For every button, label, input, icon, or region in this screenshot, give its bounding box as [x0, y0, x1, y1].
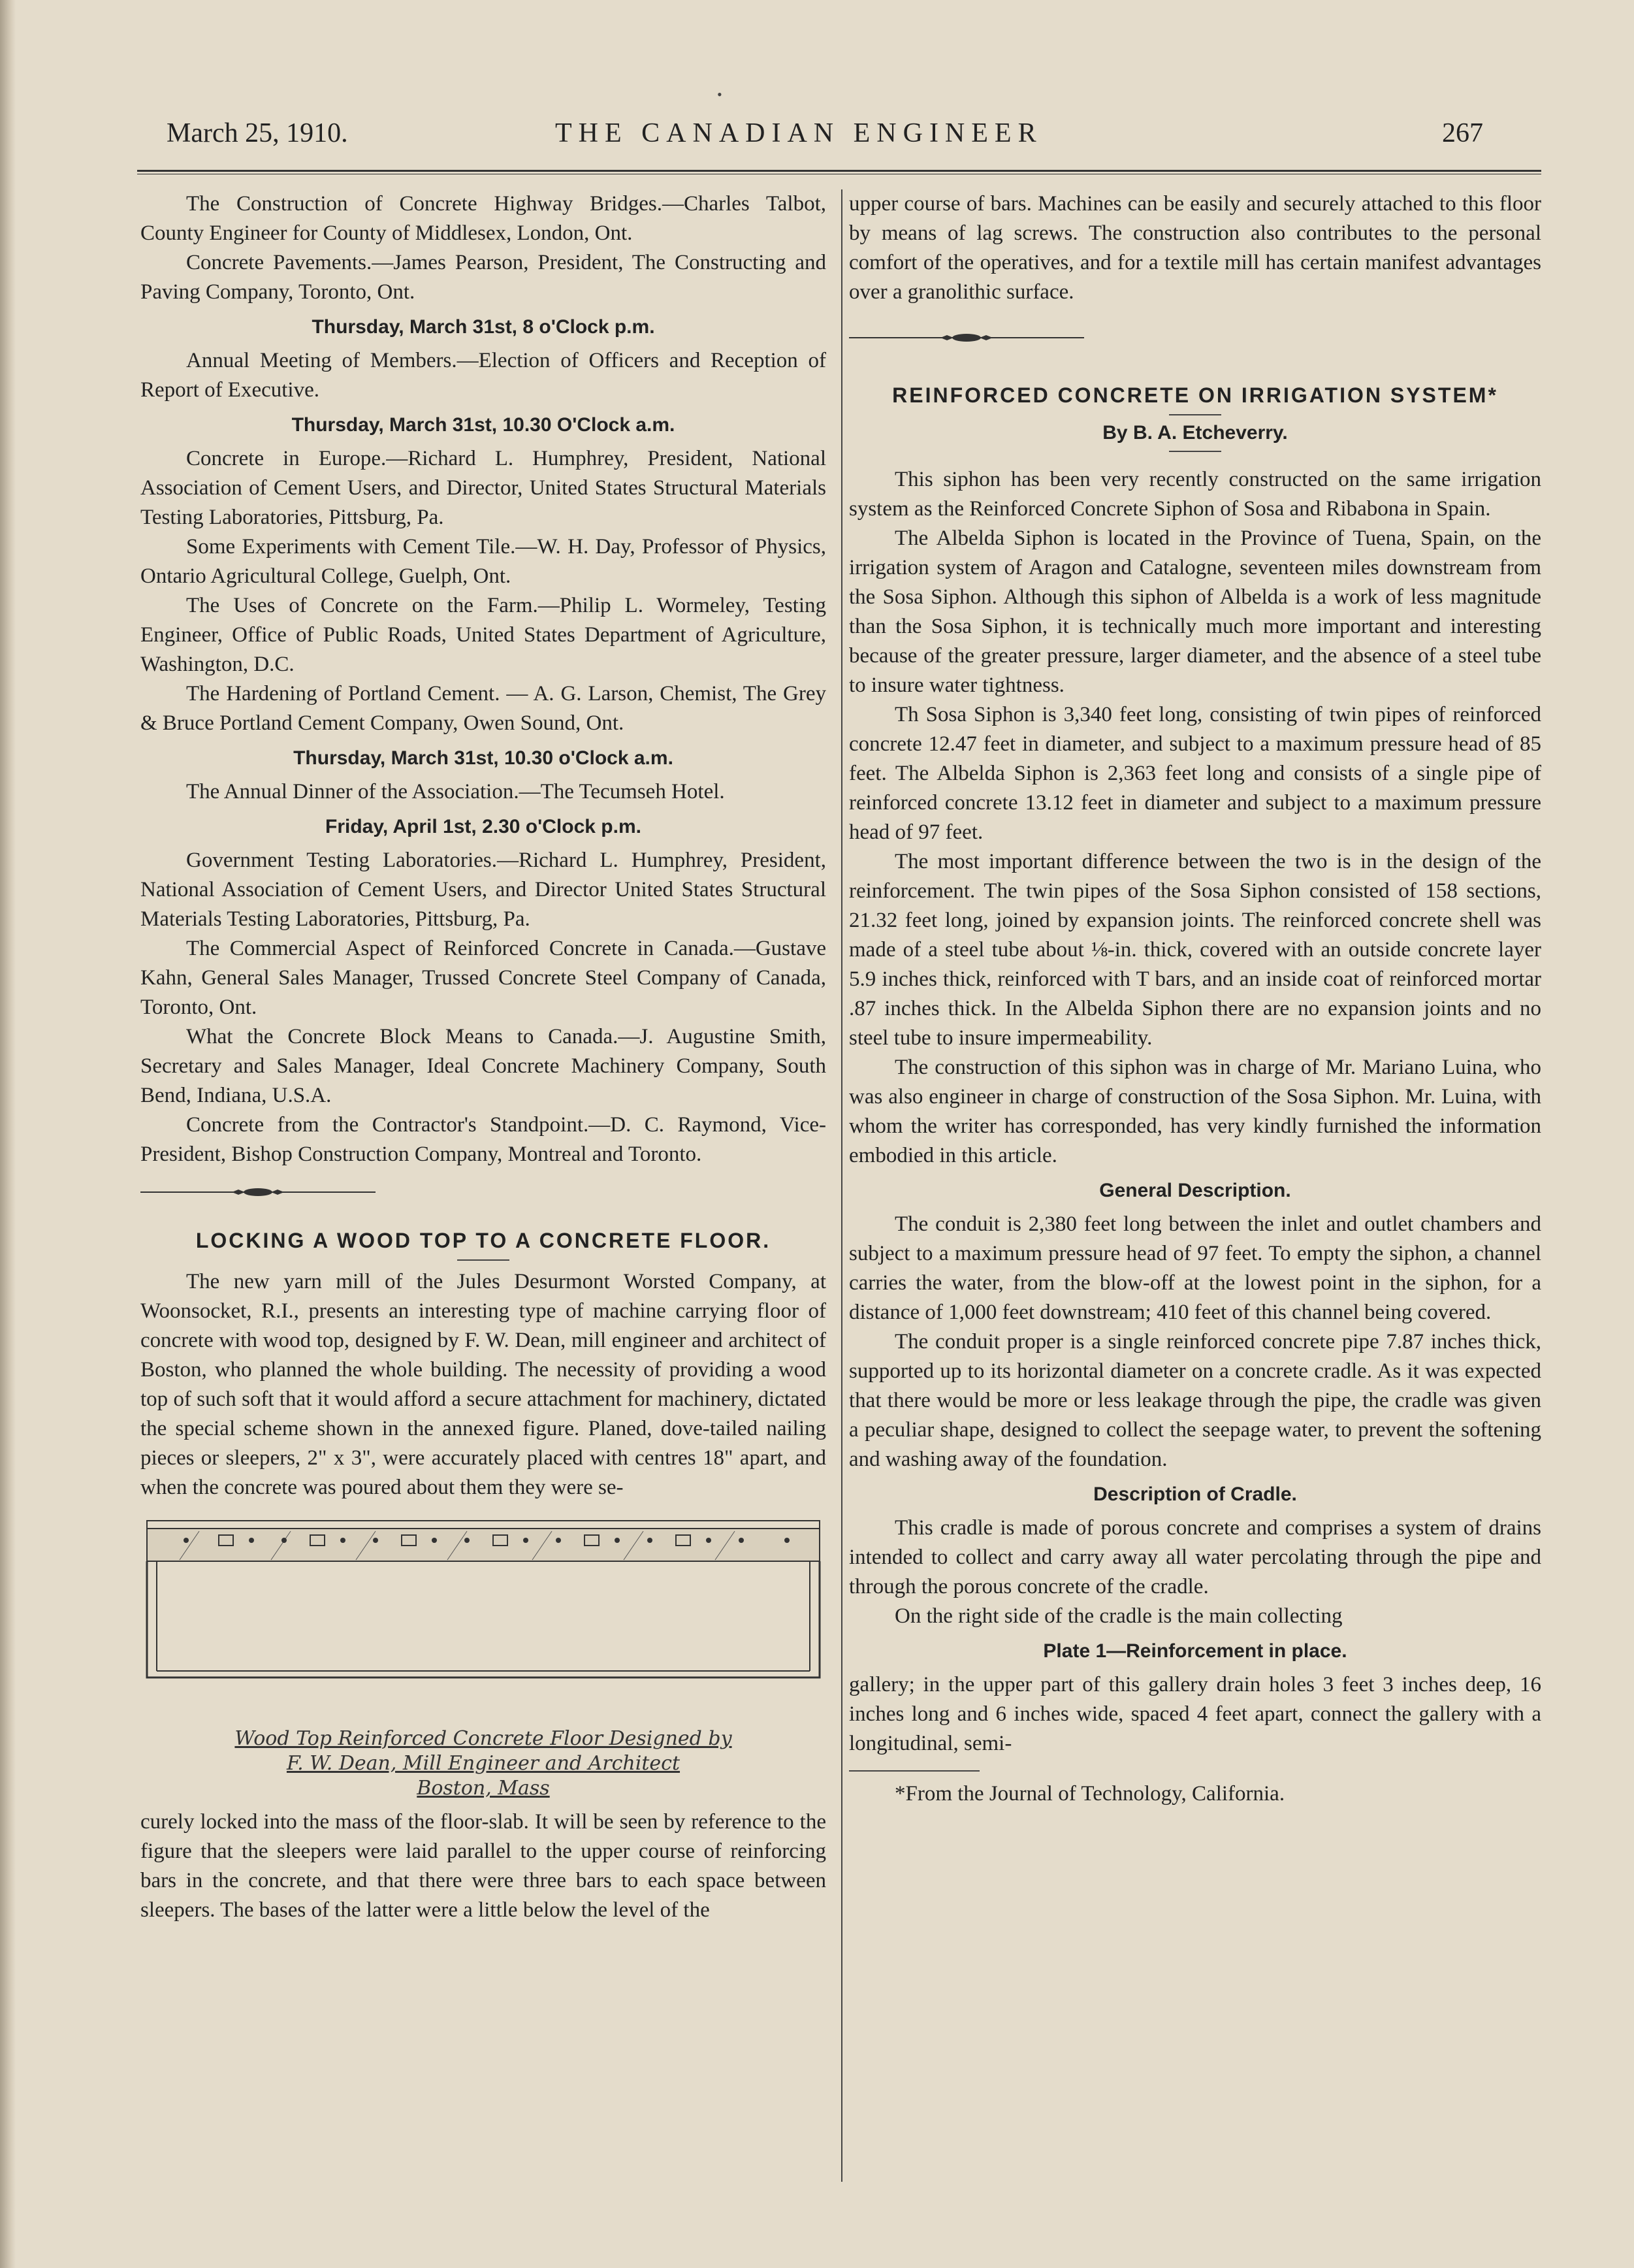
article-paragraph: Th Sosa Siphon is 3,340 feet long, consisting of twin pipes of reinforced concrete 12.47 feet in diameter, and subject to a maximum pressure head of 85 feet. The Albelda Siphon is 2,363 feet long and consists of a single pipe of reinforced concrete 13.12 feet in diameter and subject to a maximum pressure head of 97 feet.	[849, 703, 1541, 844]
header-date: March 25, 1910.	[167, 118, 348, 148]
program-item: Concrete from the Contractor's Standpoint.—D. C. Raymond, Vice-President, Bishop Construction Company, Montreal and Toronto.	[140, 1113, 826, 1166]
article-paragraph: gallery; in the upper part of this gallery drain holes 3 feet 3 inches deep, 16 inches long and 6 inches wide, spaced 4 feet apart, connect the gallery with a longitudinal, semi-	[849, 1673, 1541, 1755]
program-item: Some Experiments with Cement Tile.—W. H. Day, Professor of Physics, Ontario Agricultural College, Guelph, Ont.	[140, 535, 826, 588]
program-item: The Hardening of Portland Cement. — A. G. Larson, Chemist, The Grey & Bruce Portland Cement Company, Owen Sound, Ont.	[140, 682, 826, 735]
article-byline: By B. A. Etcheverry.	[1102, 422, 1288, 444]
program-item: Concrete Pavements.—James Pearson, President, The Constructing and Paving Company, Toronto, Ont.	[140, 251, 826, 304]
program-item: The Uses of Concrete on the Farm.—Philip L. Wormeley, Testing Engineer, Office of Public Roads, United States Department of Agriculture, Washington, D.C.	[140, 594, 826, 676]
section-heading-cradle: Description of Cradle.	[1093, 1483, 1297, 1505]
title-rule	[457, 1259, 509, 1261]
article-paragraph: The conduit proper is a single reinforced concrete pipe 7.87 inches thick, supported up to its horizontal diameter on a concrete cradle. As it was expected that there would be more or less leakage through the pipe, the cradle was given a peculiar shape, designed to collect the seepage water, to prevent the softening and washing away of the foundation.	[849, 1330, 1541, 1471]
page-header	[0, 118, 1634, 163]
continuation-paragraph: upper course of bars. Machines can be easily and securely attached to this floor by means of lag screws. The construction also contributes to the personal comfort of the operatives, and for a textile mill has certain manifest advantages over a granolithic surface.	[849, 192, 1541, 304]
floor-section-figure	[140, 1514, 826, 1710]
left-column	[140, 189, 826, 1925]
footnote-rule	[849, 1770, 980, 1772]
session-heading: Thursday, March 31st, 10.30 O'Clock a.m.	[291, 414, 675, 436]
figure-caption	[140, 1726, 826, 1801]
session-heading: Friday, April 1st, 2.30 o'Clock p.m.	[325, 816, 641, 837]
caption-line: F. W. Dean, Mill Engineer and Architect	[286, 1752, 681, 1775]
article-paragraph: The new yarn mill of the Jules Desurmont Worsted Company, at Woonsocket, R.I., presents an interesting type of machine carrying floor of concrete with wood top, designed by F. W. Dean, mill engineer and architect of Boston, who planned the whole building. The necessity of providing a wood top of such soft that it would afford a secure attachment for machinery, dictated the special scheme shown in the annexed figure. Planed, dove-tailed nailing pieces or sleepers, 2" x 3", were accurately placed with centres 18" apart, and when the concrete was poured about them they were se-	[140, 1270, 826, 1499]
page-binding-shadow	[0, 0, 16, 2268]
program-item: Annual Meeting of Members.—Election of Officers and Reception of Report of Executive.	[140, 349, 826, 402]
header-rule	[137, 170, 1541, 174]
session-heading: Thursday, March 31st, 8 o'Clock p.m.	[312, 316, 655, 338]
article-paragraph: On the right side of the cradle is the main collecting	[895, 1604, 1343, 1628]
article-title-irrigation: REINFORCED CONCRETE ON IRRIGATION SYSTEM*	[892, 383, 1498, 407]
caption-line: Wood Top Reinforced Concrete Floor Designed by	[234, 1727, 732, 1750]
footnote: *From the Journal of Technology, California.	[895, 1782, 1285, 1806]
section-ornament	[849, 333, 1084, 342]
article-paragraph: The most important difference between the two is in the design of the reinforcement. The twin pipes of the Sosa Siphon consisted of 158 sections, 21.32 feet long, joined by expansion joints. The reinforced concrete shell was made of a steel tube about ⅛-in. thick, covered with an outside concrete layer 5.9 inches thick, reinforced with T bars, and an inside coat of reinforced mortar .87 inches thick. In the Albelda Siphon there are no expansion joints and no steel tube to insure impermeability.	[849, 850, 1541, 1050]
article-title-locking: LOCKING A WOOD TOP TO A CONCRETE FLOOR.	[195, 1229, 771, 1252]
section-ornament	[140, 1188, 376, 1197]
plate-heading: Plate 1—Reinforcement in place.	[1043, 1640, 1347, 1662]
article-paragraph: This cradle is made of porous concrete and comprises a system of drains intended to collect and carry away all water percolating through the pipe and through the porous concrete of the cradle.	[849, 1516, 1541, 1598]
right-column	[849, 189, 1541, 1809]
page-mark-dot: •	[717, 86, 722, 103]
program-item: The Annual Dinner of the Association.—The Tecumseh Hotel.	[186, 780, 725, 803]
program-item: Government Testing Laboratories.—Richard L. Humphrey, President, National Association of Cement Users, and Director United States Structural Materials Testing Laboratories, Pittsburg, Pa.	[140, 849, 826, 931]
article-paragraph: This siphon has been very recently constructed on the same irrigation system as the Reinforced Concrete Siphon of Sosa and Ribabona in Spain.	[849, 468, 1541, 521]
session-heading: Thursday, March 31st, 10.30 o'Clock a.m.	[293, 747, 673, 769]
article-paragraph: The construction of this siphon was in charge of Mr. Mariano Luina, who was also engineer in charge of construction of the Sosa Siphon. Mr. Luina, with whom the writer has corresponded, has very kindly furnished the information embodied in this article.	[849, 1056, 1541, 1167]
section-heading-general: General Description.	[1099, 1180, 1291, 1201]
header-page-number: 267	[1442, 118, 1483, 148]
caption-line: Boston, Mass	[417, 1777, 550, 1800]
title-rule	[1169, 414, 1221, 415]
byline-rule	[1169, 451, 1221, 452]
article-paragraph: curely locked into the mass of the floor-slab. It will be seen by reference to the figure that the sleepers were laid parallel to the upper course of reinforcing bars in the concrete, and that there were three bars to each space between sleepers. The bases of the latter were a little below the level of the	[140, 1810, 826, 1922]
column-divider	[841, 189, 842, 2182]
article-paragraph: The Albelda Siphon is located in the Province of Tuena, Spain, on the irrigation system of Aragon and Catalogne, seventeen miles downstream from the Sosa Siphon. Although this siphon of Albelda is a work of less magnitude than the Sosa Siphon, it is technically much more important and interesting because of the greater pressure, larger diameter, and the absence of a steel tube to insure water tightness.	[849, 526, 1541, 697]
program-item: The Commercial Aspect of Reinforced Concrete in Canada.—Gustave Kahn, General Sales Manager, Trussed Concrete Steel Company of Canada, Toronto, Ont.	[140, 937, 826, 1019]
header-title: THE CANADIAN ENGINEER	[555, 118, 1043, 148]
article-paragraph: The conduit is 2,380 feet long between the inlet and outlet chambers and subject to a maximum pressure head of 97 feet. To empty the siphon, a channel carries the water, from the blow-off at the lowest point in the siphon, for a distance of 1,000 feet downstream; 410 feet of this channel being covered.	[849, 1212, 1541, 1324]
program-item: Concrete in Europe.—Richard L. Humphrey, President, National Association of Cement Users, and Director, United States Structural Materials Testing Laboratories, Pittsburg, Pa.	[140, 447, 826, 529]
program-item: What the Concrete Block Means to Canada.—J. Augustine Smith, Secretary and Sales Manager, Ideal Concrete Machinery Company, South Bend, Indiana, U.S.A.	[140, 1025, 826, 1107]
program-item: The Construction of Concrete Highway Bridges.—Charles Talbot, County Engineer for County of Middlesex, London, Ont.	[140, 192, 826, 245]
